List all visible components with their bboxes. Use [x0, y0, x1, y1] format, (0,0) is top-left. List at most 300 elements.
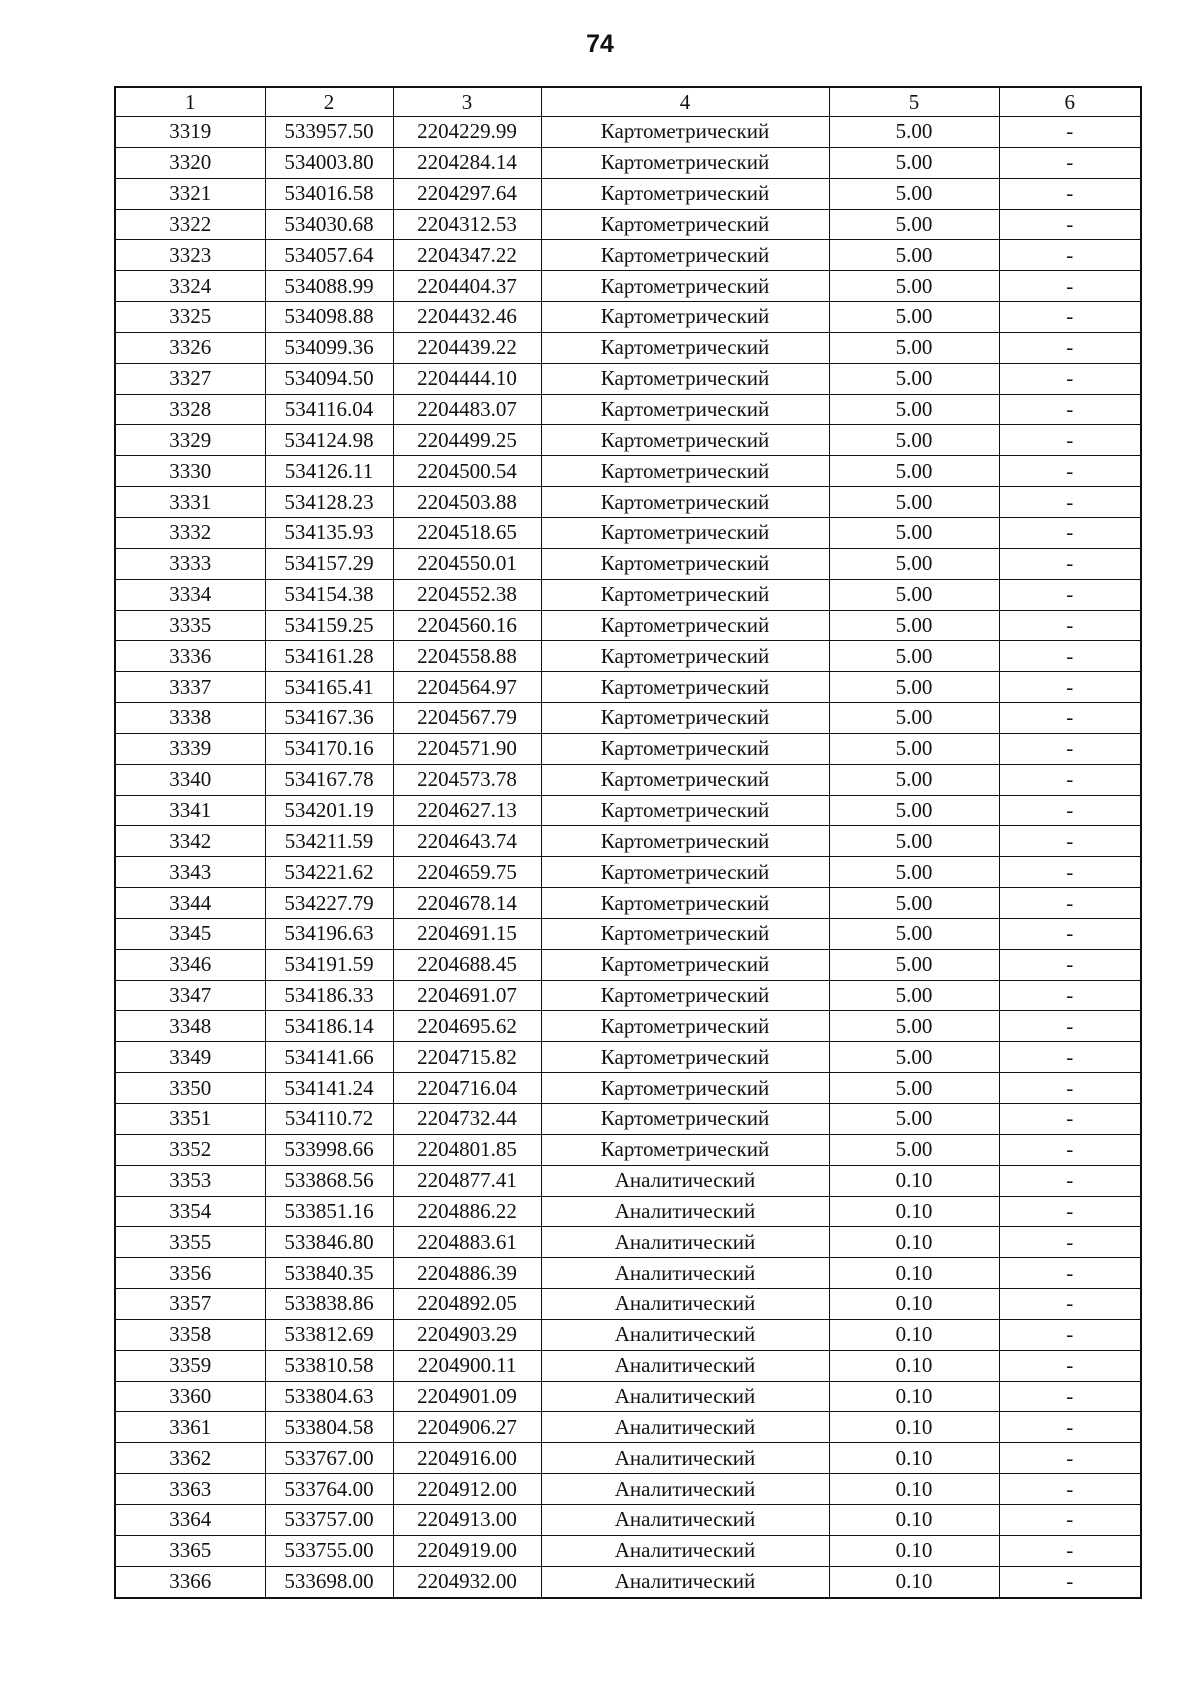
x-coordinate-cell: 533767.00: [265, 1443, 393, 1474]
method-cell: Аналитический: [541, 1196, 829, 1227]
y-coordinate-cell: 2204567.79: [393, 703, 541, 734]
method-cell: Картометрический: [541, 271, 829, 302]
table-row: [115, 456, 1141, 487]
description-cell: -: [999, 1104, 1141, 1135]
accuracy-cell: 5.00: [829, 733, 999, 764]
table-body: [115, 117, 1141, 1598]
table-row: [115, 703, 1141, 734]
table-row: [115, 733, 1141, 764]
x-coordinate-cell: 534141.66: [265, 1042, 393, 1073]
x-coordinate-cell: 533846.80: [265, 1227, 393, 1258]
method-cell: Картометрический: [541, 456, 829, 487]
accuracy-cell: 5.00: [829, 363, 999, 394]
accuracy-cell: 0.10: [829, 1443, 999, 1474]
table-row: [115, 487, 1141, 518]
x-coordinate-cell: 534016.58: [265, 178, 393, 209]
method-cell: Картометрический: [541, 610, 829, 641]
header-cell-col5: 5: [829, 87, 999, 117]
x-coordinate-cell: 534221.62: [265, 857, 393, 888]
description-cell: -: [999, 240, 1141, 271]
description-cell: -: [999, 363, 1141, 394]
point-number-cell: 3331: [115, 487, 265, 518]
point-number-cell: 3326: [115, 332, 265, 363]
accuracy-cell: 5.00: [829, 918, 999, 949]
table-row: [115, 332, 1141, 363]
y-coordinate-cell: 2204627.13: [393, 795, 541, 826]
table-row: [115, 949, 1141, 980]
point-number-cell: 3345: [115, 918, 265, 949]
x-coordinate-cell: 534196.63: [265, 918, 393, 949]
x-coordinate-cell: 534128.23: [265, 487, 393, 518]
point-number-cell: 3332: [115, 517, 265, 548]
description-cell: -: [999, 178, 1141, 209]
table-row: [115, 610, 1141, 641]
y-coordinate-cell: 2204284.14: [393, 147, 541, 178]
y-coordinate-cell: 2204877.41: [393, 1165, 541, 1196]
point-number-cell: 3365: [115, 1535, 265, 1566]
description-cell: -: [999, 795, 1141, 826]
accuracy-cell: 0.10: [829, 1504, 999, 1535]
x-coordinate-cell: 534141.24: [265, 1073, 393, 1104]
description-cell: -: [999, 1196, 1141, 1227]
table-row: [115, 1134, 1141, 1165]
table-row: [115, 517, 1141, 548]
accuracy-cell: 0.10: [829, 1165, 999, 1196]
table-row: [115, 178, 1141, 209]
x-coordinate-cell: 534124.98: [265, 425, 393, 456]
point-number-cell: 3351: [115, 1104, 265, 1135]
accuracy-cell: 0.10: [829, 1196, 999, 1227]
accuracy-cell: 0.10: [829, 1319, 999, 1350]
method-cell: Картометрический: [541, 795, 829, 826]
description-cell: -: [999, 302, 1141, 333]
method-cell: Картометрический: [541, 1134, 829, 1165]
table-row: [115, 1535, 1141, 1566]
point-number-cell: 3324: [115, 271, 265, 302]
table-row: [115, 1073, 1141, 1104]
table-row: [115, 363, 1141, 394]
point-number-cell: 3356: [115, 1258, 265, 1289]
point-number-cell: 3325: [115, 302, 265, 333]
description-cell: -: [999, 1535, 1141, 1566]
x-coordinate-cell: 534191.59: [265, 949, 393, 980]
y-coordinate-cell: 2204892.05: [393, 1289, 541, 1320]
table-row: [115, 302, 1141, 333]
y-coordinate-cell: 2204932.00: [393, 1566, 541, 1597]
point-number-cell: 3336: [115, 641, 265, 672]
x-coordinate-cell: 534186.33: [265, 980, 393, 1011]
x-coordinate-cell: 533840.35: [265, 1258, 393, 1289]
y-coordinate-cell: 2204906.27: [393, 1412, 541, 1443]
y-coordinate-cell: 2204912.00: [393, 1474, 541, 1505]
method-cell: Аналитический: [541, 1227, 829, 1258]
method-cell: Картометрический: [541, 487, 829, 518]
point-number-cell: 3327: [115, 363, 265, 394]
point-number-cell: 3346: [115, 949, 265, 980]
x-coordinate-cell: 534161.28: [265, 641, 393, 672]
description-cell: -: [999, 1073, 1141, 1104]
y-coordinate-cell: 2204732.44: [393, 1104, 541, 1135]
table-row: [115, 1350, 1141, 1381]
x-coordinate-cell: 533838.86: [265, 1289, 393, 1320]
table-row: [115, 641, 1141, 672]
point-number-cell: 3329: [115, 425, 265, 456]
x-coordinate-cell: 534110.72: [265, 1104, 393, 1135]
x-coordinate-cell: 533998.66: [265, 1134, 393, 1165]
x-coordinate-cell: 533757.00: [265, 1504, 393, 1535]
accuracy-cell: 5.00: [829, 826, 999, 857]
point-number-cell: 3320: [115, 147, 265, 178]
y-coordinate-cell: 2204552.38: [393, 579, 541, 610]
accuracy-cell: 5.00: [829, 209, 999, 240]
accuracy-cell: 5.00: [829, 456, 999, 487]
accuracy-cell: 0.10: [829, 1350, 999, 1381]
accuracy-cell: 5.00: [829, 394, 999, 425]
x-coordinate-cell: 533804.63: [265, 1381, 393, 1412]
y-coordinate-cell: 2204691.07: [393, 980, 541, 1011]
table-row: [115, 1412, 1141, 1443]
accuracy-cell: 5.00: [829, 425, 999, 456]
point-number-cell: 3354: [115, 1196, 265, 1227]
description-cell: -: [999, 548, 1141, 579]
y-coordinate-cell: 2204913.00: [393, 1504, 541, 1535]
method-cell: Картометрический: [541, 517, 829, 548]
table-row: [115, 147, 1141, 178]
accuracy-cell: 0.10: [829, 1412, 999, 1443]
y-coordinate-cell: 2204900.11: [393, 1350, 541, 1381]
y-coordinate-cell: 2204439.22: [393, 332, 541, 363]
x-coordinate-cell: 534126.11: [265, 456, 393, 487]
x-coordinate-cell: 534211.59: [265, 826, 393, 857]
method-cell: Картометрический: [541, 394, 829, 425]
description-cell: -: [999, 487, 1141, 518]
point-number-cell: 3340: [115, 764, 265, 795]
table-row: [115, 1227, 1141, 1258]
description-cell: -: [999, 918, 1141, 949]
accuracy-cell: 5.00: [829, 147, 999, 178]
x-coordinate-cell: 534030.68: [265, 209, 393, 240]
table-row: [115, 579, 1141, 610]
description-cell: -: [999, 826, 1141, 857]
point-number-cell: 3360: [115, 1381, 265, 1412]
point-number-cell: 3361: [115, 1412, 265, 1443]
table-row: [115, 795, 1141, 826]
coordinates-table: [114, 86, 1142, 1599]
y-coordinate-cell: 2204886.39: [393, 1258, 541, 1289]
description-cell: -: [999, 1042, 1141, 1073]
table-row: [115, 240, 1141, 271]
y-coordinate-cell: 2204558.88: [393, 641, 541, 672]
x-coordinate-cell: 534003.80: [265, 147, 393, 178]
point-number-cell: 3350: [115, 1073, 265, 1104]
accuracy-cell: 5.00: [829, 1011, 999, 1042]
point-number-cell: 3364: [115, 1504, 265, 1535]
description-cell: -: [999, 425, 1141, 456]
method-cell: Аналитический: [541, 1258, 829, 1289]
accuracy-cell: 0.10: [829, 1227, 999, 1258]
y-coordinate-cell: 2204564.97: [393, 672, 541, 703]
method-cell: Картометрический: [541, 672, 829, 703]
point-number-cell: 3328: [115, 394, 265, 425]
method-cell: Картометрический: [541, 1011, 829, 1042]
point-number-cell: 3337: [115, 672, 265, 703]
method-cell: Аналитический: [541, 1350, 829, 1381]
accuracy-cell: 5.00: [829, 548, 999, 579]
y-coordinate-cell: 2204903.29: [393, 1319, 541, 1350]
point-number-cell: 3339: [115, 733, 265, 764]
description-cell: -: [999, 703, 1141, 734]
table-row: [115, 1165, 1141, 1196]
y-coordinate-cell: 2204801.85: [393, 1134, 541, 1165]
accuracy-cell: 0.10: [829, 1289, 999, 1320]
x-coordinate-cell: 533698.00: [265, 1566, 393, 1597]
point-number-cell: 3363: [115, 1474, 265, 1505]
method-cell: Картометрический: [541, 703, 829, 734]
x-coordinate-cell: 534135.93: [265, 517, 393, 548]
accuracy-cell: 5.00: [829, 271, 999, 302]
method-cell: Аналитический: [541, 1381, 829, 1412]
y-coordinate-cell: 2204518.65: [393, 517, 541, 548]
accuracy-cell: 0.10: [829, 1381, 999, 1412]
table-row: [115, 394, 1141, 425]
table-row: [115, 548, 1141, 579]
y-coordinate-cell: 2204229.99: [393, 117, 541, 148]
x-coordinate-cell: 533812.69: [265, 1319, 393, 1350]
point-number-cell: 3348: [115, 1011, 265, 1042]
table-row: [115, 980, 1141, 1011]
table-header: [115, 87, 1141, 117]
description-cell: -: [999, 610, 1141, 641]
y-coordinate-cell: 2204444.10: [393, 363, 541, 394]
y-coordinate-cell: 2204483.07: [393, 394, 541, 425]
method-cell: Картометрический: [541, 209, 829, 240]
table-row: [115, 1443, 1141, 1474]
point-number-cell: 3362: [115, 1443, 265, 1474]
accuracy-cell: 5.00: [829, 764, 999, 795]
accuracy-cell: 5.00: [829, 1042, 999, 1073]
header-cell-col2: 2: [265, 87, 393, 117]
description-cell: -: [999, 117, 1141, 148]
method-cell: Картометрический: [541, 826, 829, 857]
accuracy-cell: 5.00: [829, 857, 999, 888]
point-number-cell: 3347: [115, 980, 265, 1011]
accuracy-cell: 5.00: [829, 703, 999, 734]
x-coordinate-cell: 534170.16: [265, 733, 393, 764]
x-coordinate-cell: 533868.56: [265, 1165, 393, 1196]
y-coordinate-cell: 2204297.64: [393, 178, 541, 209]
point-number-cell: 3338: [115, 703, 265, 734]
point-number-cell: 3333: [115, 548, 265, 579]
point-number-cell: 3355: [115, 1227, 265, 1258]
point-number-cell: 3359: [115, 1350, 265, 1381]
x-coordinate-cell: 533764.00: [265, 1474, 393, 1505]
accuracy-cell: 5.00: [829, 949, 999, 980]
table-row: [115, 1504, 1141, 1535]
method-cell: Картометрический: [541, 302, 829, 333]
point-number-cell: 3321: [115, 178, 265, 209]
method-cell: Картометрический: [541, 147, 829, 178]
table-row: [115, 1381, 1141, 1412]
table-row: [115, 1104, 1141, 1135]
table-row: [115, 764, 1141, 795]
x-coordinate-cell: 533755.00: [265, 1535, 393, 1566]
method-cell: Картометрический: [541, 1073, 829, 1104]
point-number-cell: 3352: [115, 1134, 265, 1165]
y-coordinate-cell: 2204901.09: [393, 1381, 541, 1412]
y-coordinate-cell: 2204695.62: [393, 1011, 541, 1042]
point-number-cell: 3344: [115, 888, 265, 919]
method-cell: Картометрический: [541, 332, 829, 363]
table-row: [115, 209, 1141, 240]
description-cell: -: [999, 1350, 1141, 1381]
method-cell: Картометрический: [541, 888, 829, 919]
method-cell: Картометрический: [541, 980, 829, 1011]
table-row: [115, 672, 1141, 703]
accuracy-cell: 5.00: [829, 302, 999, 333]
x-coordinate-cell: 534201.19: [265, 795, 393, 826]
accuracy-cell: 5.00: [829, 795, 999, 826]
table-row: [115, 1196, 1141, 1227]
y-coordinate-cell: 2204691.15: [393, 918, 541, 949]
x-coordinate-cell: 534154.38: [265, 579, 393, 610]
accuracy-cell: 5.00: [829, 610, 999, 641]
table-row: [115, 1289, 1141, 1320]
description-cell: -: [999, 1474, 1141, 1505]
description-cell: -: [999, 332, 1141, 363]
x-coordinate-cell: 534167.78: [265, 764, 393, 795]
y-coordinate-cell: 2204312.53: [393, 209, 541, 240]
x-coordinate-cell: 534099.36: [265, 332, 393, 363]
method-cell: Аналитический: [541, 1319, 829, 1350]
y-coordinate-cell: 2204560.16: [393, 610, 541, 641]
y-coordinate-cell: 2204688.45: [393, 949, 541, 980]
description-cell: -: [999, 1381, 1141, 1412]
y-coordinate-cell: 2204404.37: [393, 271, 541, 302]
method-cell: Картометрический: [541, 1104, 829, 1135]
accuracy-cell: 0.10: [829, 1474, 999, 1505]
x-coordinate-cell: 534227.79: [265, 888, 393, 919]
x-coordinate-cell: 533810.58: [265, 1350, 393, 1381]
accuracy-cell: 5.00: [829, 579, 999, 610]
description-cell: -: [999, 672, 1141, 703]
description-cell: -: [999, 1134, 1141, 1165]
description-cell: -: [999, 1165, 1141, 1196]
y-coordinate-cell: 2204573.78: [393, 764, 541, 795]
point-number-cell: 3341: [115, 795, 265, 826]
description-cell: -: [999, 1258, 1141, 1289]
header-cell-col1: 1: [115, 87, 265, 117]
accuracy-cell: 5.00: [829, 1073, 999, 1104]
header-cell-col3: 3: [393, 87, 541, 117]
accuracy-cell: 0.10: [829, 1535, 999, 1566]
y-coordinate-cell: 2204643.74: [393, 826, 541, 857]
table-row: [115, 857, 1141, 888]
description-cell: -: [999, 1227, 1141, 1258]
header-cell-col6: 6: [999, 87, 1141, 117]
x-coordinate-cell: 534094.50: [265, 363, 393, 394]
x-coordinate-cell: 534116.04: [265, 394, 393, 425]
table-row: [115, 1258, 1141, 1289]
method-cell: Картометрический: [541, 425, 829, 456]
method-cell: Аналитический: [541, 1504, 829, 1535]
point-number-cell: 3342: [115, 826, 265, 857]
point-number-cell: 3334: [115, 579, 265, 610]
point-number-cell: 3343: [115, 857, 265, 888]
method-cell: Картометрический: [541, 363, 829, 394]
description-cell: -: [999, 1504, 1141, 1535]
y-coordinate-cell: 2204716.04: [393, 1073, 541, 1104]
method-cell: Аналитический: [541, 1412, 829, 1443]
table-row: [115, 1474, 1141, 1505]
accuracy-cell: 5.00: [829, 1134, 999, 1165]
accuracy-cell: 5.00: [829, 980, 999, 1011]
point-number-cell: 3349: [115, 1042, 265, 1073]
y-coordinate-cell: 2204916.00: [393, 1443, 541, 1474]
y-coordinate-cell: 2204432.46: [393, 302, 541, 333]
accuracy-cell: 5.00: [829, 641, 999, 672]
accuracy-cell: 5.00: [829, 240, 999, 271]
point-number-cell: 3323: [115, 240, 265, 271]
accuracy-cell: 5.00: [829, 517, 999, 548]
description-cell: -: [999, 949, 1141, 980]
method-cell: Картометрический: [541, 1042, 829, 1073]
table-row: [115, 918, 1141, 949]
description-cell: -: [999, 1319, 1141, 1350]
method-cell: Аналитический: [541, 1165, 829, 1196]
y-coordinate-cell: 2204550.01: [393, 548, 541, 579]
method-cell: Аналитический: [541, 1566, 829, 1597]
header-cell-col4: 4: [541, 87, 829, 117]
header-row: [115, 87, 1141, 117]
point-number-cell: 3358: [115, 1319, 265, 1350]
point-number-cell: 3319: [115, 117, 265, 148]
method-cell: Картометрический: [541, 733, 829, 764]
accuracy-cell: 5.00: [829, 487, 999, 518]
y-coordinate-cell: 2204678.14: [393, 888, 541, 919]
description-cell: -: [999, 1289, 1141, 1320]
y-coordinate-cell: 2204499.25: [393, 425, 541, 456]
description-cell: -: [999, 1443, 1141, 1474]
description-cell: -: [999, 764, 1141, 795]
page-number: 74: [586, 30, 614, 58]
description-cell: -: [999, 641, 1141, 672]
x-coordinate-cell: 533957.50: [265, 117, 393, 148]
table-row: [115, 1566, 1141, 1597]
table-row: [115, 271, 1141, 302]
x-coordinate-cell: 534098.88: [265, 302, 393, 333]
x-coordinate-cell: 534057.64: [265, 240, 393, 271]
table-row: [115, 1319, 1141, 1350]
y-coordinate-cell: 2204503.88: [393, 487, 541, 518]
y-coordinate-cell: 2204500.54: [393, 456, 541, 487]
method-cell: Картометрический: [541, 857, 829, 888]
x-coordinate-cell: 534159.25: [265, 610, 393, 641]
y-coordinate-cell: 2204919.00: [393, 1535, 541, 1566]
description-cell: -: [999, 1566, 1141, 1597]
description-cell: -: [999, 271, 1141, 302]
method-cell: Картометрический: [541, 764, 829, 795]
y-coordinate-cell: 2204347.22: [393, 240, 541, 271]
point-number-cell: 3353: [115, 1165, 265, 1196]
point-number-cell: 3322: [115, 209, 265, 240]
description-cell: -: [999, 394, 1141, 425]
x-coordinate-cell: 534186.14: [265, 1011, 393, 1042]
method-cell: Аналитический: [541, 1535, 829, 1566]
point-number-cell: 3357: [115, 1289, 265, 1320]
accuracy-cell: 5.00: [829, 117, 999, 148]
method-cell: Аналитический: [541, 1289, 829, 1320]
description-cell: -: [999, 733, 1141, 764]
